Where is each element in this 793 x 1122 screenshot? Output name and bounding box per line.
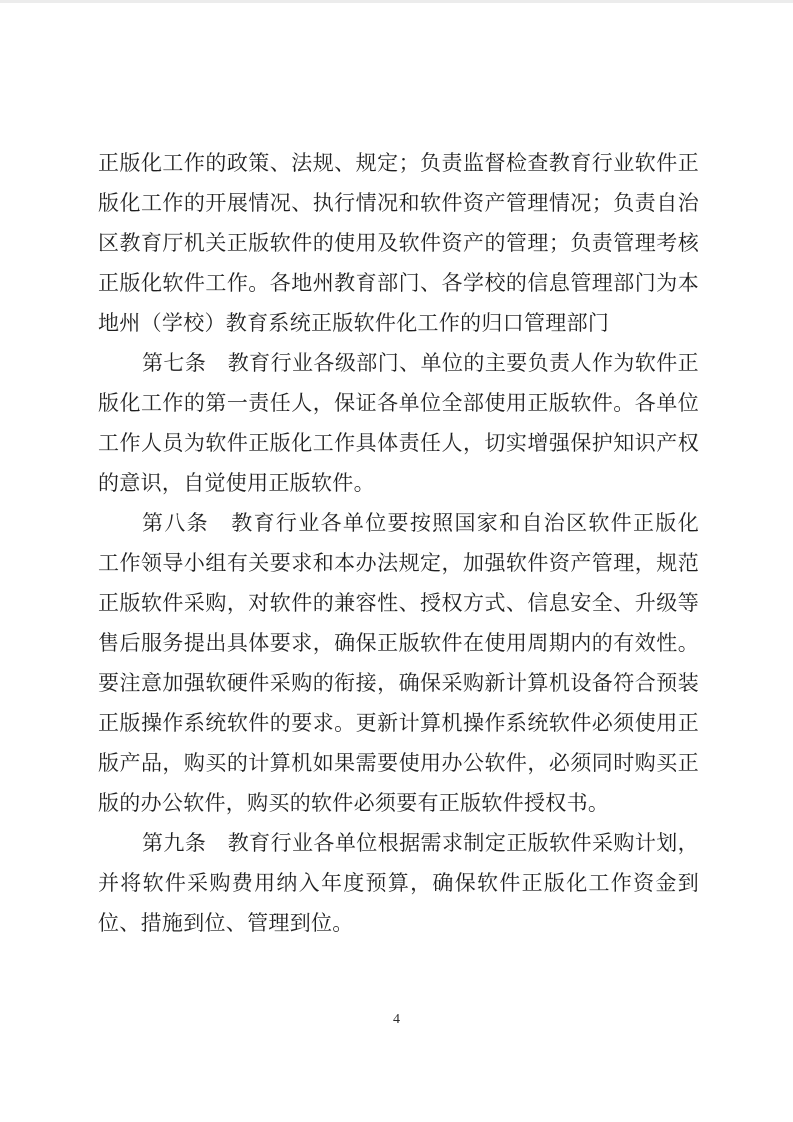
text-line: 正版软件采购，对软件的兼容性、授权方式、信息安全、升级等 xyxy=(98,591,699,615)
text-line: 版的办公软件，购买的软件必须要有正版软件授权书。 xyxy=(98,791,610,815)
text-line: 第八条 教育行业各单位要按照国家和自治区软件正版化 xyxy=(142,511,699,535)
text-line: 并将软件采购费用纳入年度预算，确保软件正版化工作资金到 xyxy=(98,871,699,895)
document-body xyxy=(98,143,699,943)
text-line: 版化工作的开展情况、执行情况和软件资产管理情况；负责自治 xyxy=(98,191,699,215)
text-line: 正版操作系统软件的要求。更新计算机操作系统软件必须使用正 xyxy=(98,711,699,735)
text-line: 正版化软件工作。各地州教育部门、各学校的信息管理部门为本 xyxy=(98,271,699,295)
text-line: 要注意加强软硬件采购的衔接，确保采购新计算机设备符合预装 xyxy=(98,671,699,695)
text-line: 版产品，购买的计算机如果需要使用办公软件，必须同时购买正 xyxy=(98,751,699,775)
text-line: 第九条 教育行业各单位根据需求制定正版软件采购计划， xyxy=(142,831,699,855)
text-line: 工作人员为软件正版化工作具体责任人，切实增强保护知识产权 xyxy=(98,431,699,455)
scan-edge-artifact xyxy=(0,0,793,3)
text-line: 版化工作的第一责任人，保证各单位全部使用正版软件。各单位 xyxy=(98,391,699,415)
text-line: 第七条 教育行业各级部门、单位的主要负责人作为软件正 xyxy=(142,351,699,375)
text-line: 工作领导小组有关要求和本办法规定，加强软件资产管理，规范 xyxy=(98,551,699,575)
text-line: 售后服务提出具体要求，确保正版软件在使用周期内的有效性。 xyxy=(98,631,699,655)
text-line: 正版化工作的政策、法规、规定；负责监督检查教育行业软件正 xyxy=(98,151,699,175)
page-number: 4 xyxy=(393,1012,400,1027)
text-line: 的意识，自觉使用正版软件。 xyxy=(98,471,375,495)
text-line: 区教育厅机关正版软件的使用及软件资产的管理；负责管理考核 xyxy=(98,231,699,255)
text-line: 地州（学校）教育系统正版软件化工作的归口管理部门 xyxy=(98,311,610,335)
text-line: 位、措施到位、管理到位。 xyxy=(98,911,354,935)
